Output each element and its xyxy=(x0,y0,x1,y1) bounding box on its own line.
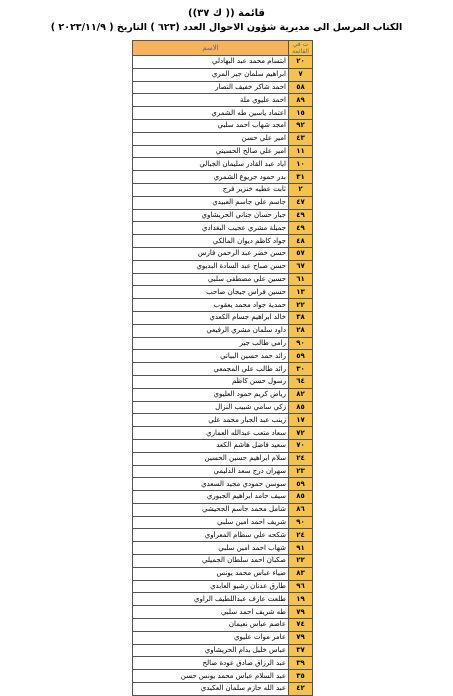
names-table xyxy=(132,40,313,696)
row-person-name: سعيد فاضل هاشم الكعد xyxy=(133,439,289,452)
table-row xyxy=(133,439,313,452)
table-row xyxy=(133,119,313,132)
row-seq-number: ٨٦ xyxy=(289,503,313,516)
table-row xyxy=(133,324,313,337)
row-seq-number: ٢٨ xyxy=(289,324,313,337)
table-row xyxy=(133,491,313,504)
table-row xyxy=(133,235,313,248)
row-person-name: سلام ابراهيم حسين الحسين xyxy=(133,452,289,465)
table-row xyxy=(133,350,313,363)
table-row xyxy=(133,145,313,158)
table-row xyxy=(133,247,313,260)
row-person-name: سيف حامد ابراهيم الجبوري xyxy=(133,491,289,504)
row-seq-number: ٨٩ xyxy=(289,94,313,107)
row-seq-number: ١٠ xyxy=(289,158,313,171)
row-seq-number: ٤٧ xyxy=(289,196,313,209)
table-row xyxy=(133,529,313,542)
table-row xyxy=(133,657,313,670)
row-person-name: حسن صباح عبد السادة البديوي xyxy=(133,260,289,273)
row-person-name: سوسن حمودي مجيد السعدي xyxy=(133,478,289,491)
row-person-name: شامل محمد جاسم الجحيشي xyxy=(133,503,289,516)
row-seq-number: ٦١ xyxy=(289,273,313,286)
row-person-name: زكي سامي شبيب النزال xyxy=(133,401,289,414)
row-seq-number: ٤٣ xyxy=(289,132,313,145)
row-seq-number: ٧ xyxy=(289,68,313,81)
row-seq-number: ٩٠ xyxy=(289,516,313,529)
row-seq-number: ١٥ xyxy=(289,107,313,120)
row-seq-number: ٦٧ xyxy=(289,260,313,273)
names-table-container xyxy=(132,40,313,696)
row-person-name: امجد شهاب احمد سلبي xyxy=(133,119,289,132)
row-person-name: شهاب احمد امين سلبي xyxy=(133,542,289,555)
row-seq-number: ٧٩ xyxy=(289,606,313,619)
row-person-name: ضياء عباس محمد يونس xyxy=(133,567,289,580)
table-row xyxy=(133,363,313,376)
row-seq-number: ٤٩ xyxy=(289,209,313,222)
row-person-name: حسن خضر عبد الرحمن فارس xyxy=(133,247,289,260)
row-seq-number: ٨٥ xyxy=(289,401,313,414)
table-row xyxy=(133,555,313,568)
row-person-name: رائد طالب علي المجمعي xyxy=(133,363,289,376)
row-person-name: عباس خليل بدام الحريشاوي xyxy=(133,644,289,657)
name-column-header: الاسم xyxy=(133,41,289,56)
row-seq-number: ٨٥ xyxy=(289,491,313,504)
row-person-name: سعاد متعب عبدالله العماري xyxy=(133,427,289,440)
row-person-name: شريف احمد امين سلبي xyxy=(133,516,289,529)
table-row xyxy=(133,337,313,350)
row-seq-number: ٥٧ xyxy=(289,247,313,260)
row-person-name: شكحه علي سطام المعراوي xyxy=(133,529,289,542)
table-row xyxy=(133,375,313,388)
row-seq-number: ٣١ xyxy=(289,171,313,184)
row-seq-number: ٨٣ xyxy=(289,567,313,580)
row-person-name: عامر موات عليوي xyxy=(133,631,289,644)
row-person-name: خالد ابراهيم جسام الكعدي xyxy=(133,311,289,324)
table-row xyxy=(133,465,313,478)
row-person-name: طلعت عارف عبداللطيف الراوي xyxy=(133,593,289,606)
table-row xyxy=(133,452,313,465)
row-seq-number: ١٧ xyxy=(289,414,313,427)
table-row xyxy=(133,516,313,529)
row-person-name: رامي طالب جبر xyxy=(133,337,289,350)
table-row xyxy=(133,158,313,171)
table-row xyxy=(133,260,313,273)
table-row xyxy=(133,81,313,94)
page-title: قائمة (( ك ٣٧)) xyxy=(188,8,265,19)
row-seq-number: ٥٩ xyxy=(289,350,313,363)
row-seq-number: ٤٨ xyxy=(289,235,313,248)
table-row xyxy=(133,670,313,683)
table-row xyxy=(133,580,313,593)
row-seq-number: ١٣ xyxy=(289,286,313,299)
row-person-name: اعتماد ياسين طه الشمري xyxy=(133,107,289,120)
row-seq-number: ٢٢ xyxy=(289,299,313,312)
seq-column-header: ت في القائمة xyxy=(289,41,313,56)
row-person-name: جاسم علي جاسم العبيدي xyxy=(133,196,289,209)
table-row xyxy=(133,183,313,196)
row-person-name: حمدية جواد محمد يعقوب xyxy=(133,299,289,312)
row-seq-number: ٧٠ xyxy=(289,439,313,452)
row-person-name: حسين علي مصطفى سلبي xyxy=(133,273,289,286)
table-row xyxy=(133,388,313,401)
table-row xyxy=(133,107,313,120)
row-seq-number: ٨٢ xyxy=(289,388,313,401)
table-row xyxy=(133,503,313,516)
document-subtitle: الكتاب المرسل الى مديرية شؤون الاحوال العدد (٦٢٣ ) التاريخ ( ٢٠٢٣/١١/٩ ) xyxy=(50,22,403,33)
row-seq-number: ٣٩ xyxy=(289,657,313,670)
table-row xyxy=(133,631,313,644)
row-seq-number: ١٩ xyxy=(289,593,313,606)
row-seq-number: ٣٠ xyxy=(289,363,313,376)
table-row xyxy=(133,401,313,414)
row-person-name: امير علي حسن xyxy=(133,132,289,145)
table-row xyxy=(133,209,313,222)
table-row xyxy=(133,414,313,427)
table-row xyxy=(133,311,313,324)
table-row xyxy=(133,94,313,107)
row-seq-number: ٢٣ xyxy=(289,465,313,478)
row-person-name: جبار حسان جناني الحريشاوي xyxy=(133,209,289,222)
row-person-name: رائد حمد حسين البياتي xyxy=(133,350,289,363)
row-seq-number: ١١ xyxy=(289,145,313,158)
table-row xyxy=(133,171,313,184)
row-seq-number: ٩٠ xyxy=(289,337,313,350)
table-row xyxy=(133,273,313,286)
row-person-name: جميلة مشري عجيب البغدادي xyxy=(133,222,289,235)
row-person-name: ثابت عطيه خنزير فرج xyxy=(133,183,289,196)
row-seq-number: ٥٩ xyxy=(289,478,313,491)
row-person-name: احمد شاكر خفيف النصار xyxy=(133,81,289,94)
row-seq-number: ٢٢ xyxy=(289,555,313,568)
row-person-name: ابراهيم سلمان جبر المري xyxy=(133,68,289,81)
table-row xyxy=(133,593,313,606)
table-header-row xyxy=(133,41,313,56)
table-row xyxy=(133,478,313,491)
table-row xyxy=(133,567,313,580)
row-person-name: احمد عليوي ملة xyxy=(133,94,289,107)
row-person-name: عبد الرزاق صادق عودة صالح xyxy=(133,657,289,670)
table-row xyxy=(133,132,313,145)
row-person-name: رسول حسن كاظم xyxy=(133,375,289,388)
row-seq-number: ٧٤ xyxy=(289,619,313,632)
row-seq-number: ٧٩ xyxy=(289,631,313,644)
row-seq-number: ٢٠ xyxy=(289,56,313,69)
row-seq-number: ٩٢ xyxy=(289,119,313,132)
row-person-name: بدر حمود جريوع الشمري xyxy=(133,171,289,184)
table-row xyxy=(133,56,313,69)
table-row xyxy=(133,542,313,555)
row-seq-number: ٢٤ xyxy=(289,529,313,542)
row-seq-number: ٢٤ xyxy=(289,452,313,465)
table-row xyxy=(133,644,313,657)
row-seq-number: ٣٨ xyxy=(289,311,313,324)
row-person-name: عبد السلام عباس محمد يونس حسن xyxy=(133,670,289,683)
row-person-name: ابتسام محمد عبد البهادلي xyxy=(133,56,289,69)
row-person-name: داود سلمان مشري الرفيعي xyxy=(133,324,289,337)
row-person-name: حسين فراس جيجان صاحب xyxy=(133,286,289,299)
row-seq-number: ٣٧ xyxy=(289,644,313,657)
row-person-name: امير علي صالح الحسيني xyxy=(133,145,289,158)
table-row xyxy=(133,299,313,312)
row-person-name: عاصم عباس نعيمان xyxy=(133,619,289,632)
table-row xyxy=(133,683,313,696)
row-person-name: صكبان احمد سلطان الجميلي xyxy=(133,555,289,568)
row-seq-number: ٢ xyxy=(289,183,313,196)
table-row xyxy=(133,427,313,440)
row-person-name: زينب عبد الجبار محمد علي xyxy=(133,414,289,427)
row-person-name: جواد كاظم ديوان المالكي xyxy=(133,235,289,248)
table-row xyxy=(133,286,313,299)
table-row xyxy=(133,68,313,81)
row-person-name: اياد عبد القادر سليمان الجبالي xyxy=(133,158,289,171)
table-body xyxy=(133,56,313,696)
row-seq-number: ٥٨ xyxy=(289,81,313,94)
row-person-name: طارق عدنان رشيو العابدي xyxy=(133,580,289,593)
table-row xyxy=(133,196,313,209)
row-seq-number: ٧٢ xyxy=(289,427,313,440)
row-seq-number: ٩٦ xyxy=(289,580,313,593)
row-seq-number: ٣٥ xyxy=(289,670,313,683)
row-person-name: طه شريف احمد سلبي xyxy=(133,606,289,619)
row-seq-number: ٤٢ xyxy=(289,683,313,696)
row-seq-number: ٩١ xyxy=(289,542,313,555)
row-seq-number: ٤٩ xyxy=(289,222,313,235)
row-seq-number: ٦٤ xyxy=(289,375,313,388)
table-row xyxy=(133,606,313,619)
table-row xyxy=(133,222,313,235)
table-row xyxy=(133,619,313,632)
row-person-name: عبد الله حازم سلمان العكيدي xyxy=(133,683,289,696)
row-person-name: سهران درج سعد الدليمي xyxy=(133,465,289,478)
row-person-name: رياض كريم حمود العليوي xyxy=(133,388,289,401)
